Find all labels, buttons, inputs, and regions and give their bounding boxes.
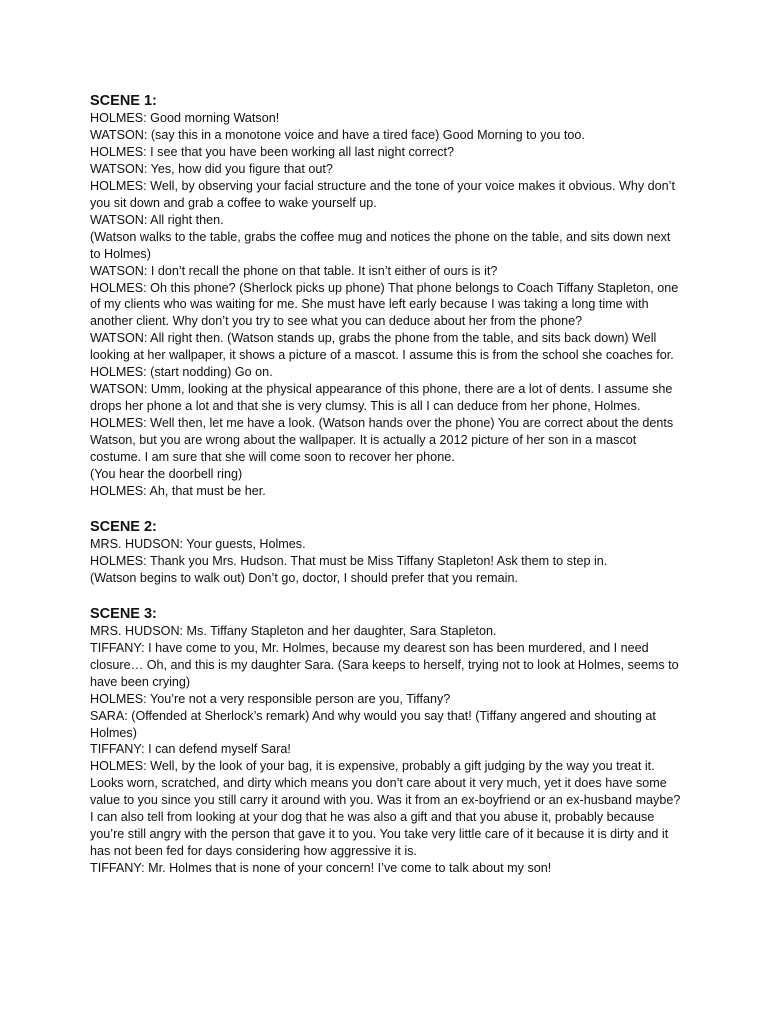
- stage-direction: (You hear the doorbell ring): [90, 467, 243, 482]
- script-line: WATSON: All right then. (Watson stands up, grabs the phone from the table, and sits back down) Well looking at her wallpaper, it shows a picture of a mascot. I assume this is from the school she coaches for.: [90, 331, 674, 363]
- script-line: TIFFANY: Mr. Holmes that is none of your concern! I’ve come to talk about my son!: [90, 861, 552, 876]
- script-line: HOLMES: You’re not a very responsible person are you, Tiffany?: [90, 691, 451, 706]
- script-line: HOLMES: Well, by observing your facial structure and the tone of your voice makes it obvious. Why don’t you sit down and grab a coffee to wake yourself up.: [90, 178, 675, 210]
- scene-heading: SCENE 1:: [90, 93, 157, 109]
- script-line: HOLMES: Well, by the look of your bag, it is expensive, probably a gift judging by the way you treat it. Looks worn, scratched, and dirty which means you don’t care about it very much, yet it does have some value to you since you still carry it around with you. Was it from an ex-boyfriend or an ex-husband maybe? I can also tell from looking at your dog that he was also a gift and that you abuse it, probably because you’re still angry with the person that gave it to you. You take very little care of it because it is dirty and it has not been fed for days considering how aggressive it is.: [90, 759, 681, 859]
- scene-heading: SCENE 2:: [90, 518, 157, 535]
- stage-direction: (Watson begins to walk out) Don’t go, doctor, I should prefer that you remain.: [90, 570, 518, 585]
- script-line: TIFFANY: I have come to you, Mr. Holmes, because my dearest son has been murdered, and I need closure… Oh, and this is my daughter Sara. (Sara keeps to herself, trying not to look at Holmes, seems to have been crying): [90, 640, 679, 689]
- script-line: HOLMES: (start nodding) Go on.: [90, 365, 273, 380]
- scene-heading: SCENE 3:: [90, 605, 157, 622]
- script-line: MRS. HUDSON: Your guests, Holmes.: [90, 536, 306, 551]
- script-line: WATSON: (say this in a monotone voice and have a tired face) Good Morning to you too.: [90, 127, 585, 142]
- script-line: HOLMES: I see that you have been working all last night correct?: [90, 144, 455, 159]
- script-page: [90, 92, 684, 895]
- scene-1: [90, 92, 684, 500]
- script-line: HOLMES: Well then, let me have a look. (Watson hands over the phone) You are correct about the dents Watson, but you are wrong about the wallpaper. It is actually a 2012 picture of her son in a mascot costume. I am sure that she will come soon to recover her phone.: [90, 416, 674, 465]
- script-line: SARA: (Offended at Sherlock’s remark) And why would you say that! (Tiffany angered and shouting at Holmes): [90, 708, 656, 740]
- script-line: MRS. HUDSON: Ms. Tiffany Stapleton and her daughter, Sara Stapleton.: [90, 623, 497, 638]
- script-line: TIFFANY: I can defend myself Sara!: [90, 742, 291, 757]
- script-line: WATSON: Yes, how did you figure that out?: [90, 161, 333, 176]
- script-line: WATSON: All right then.: [90, 212, 224, 227]
- script-line: HOLMES: Good morning Watson!: [90, 111, 280, 125]
- scene-2: [90, 518, 684, 587]
- script-line: WATSON: Umm, looking at the physical appearance of this phone, there are a lot of dents. I assume she drops her phone a lot and that she is very clumsy. This is all I can deduce from her phone, Holmes.: [90, 382, 673, 414]
- script-line: WATSON: I don’t recall the phone on that table. It isn’t either of ours is it?: [90, 263, 498, 278]
- script-line: HOLMES: Oh this phone? (Sherlock picks up phone) That phone belongs to Coach Tiffany Stapleton, one of my clients who was waiting for me. She must have left early because I was taking a long time with another client. Why don’t you try to see what you can deduce about her from the phone?: [90, 280, 679, 329]
- stage-direction: (Watson walks to the table, grabs the coffee mug and notices the phone on the table, and sits down next to Holmes): [90, 229, 671, 261]
- script-line: HOLMES: Ah, that must be her.: [90, 483, 266, 498]
- scene-3: [90, 605, 684, 877]
- script-line: HOLMES: Thank you Mrs. Hudson. That must be Miss Tiffany Stapleton! Ask them to step in.: [90, 553, 608, 568]
